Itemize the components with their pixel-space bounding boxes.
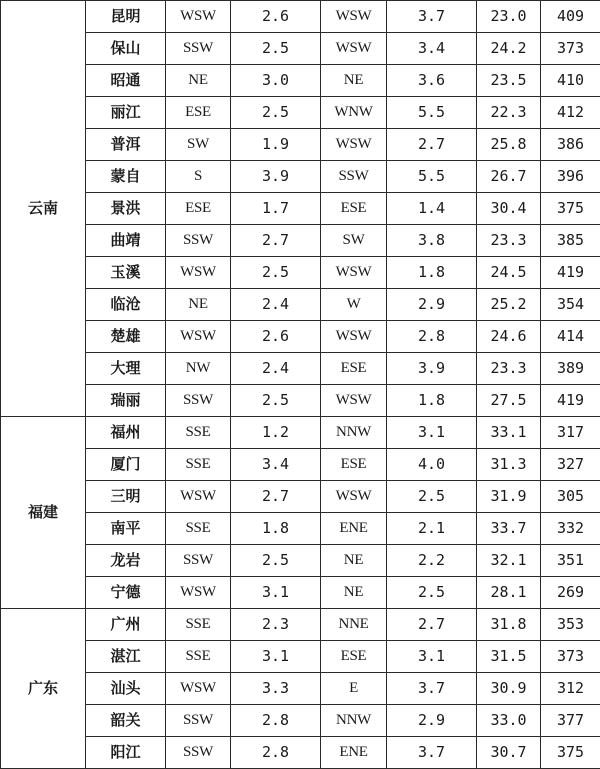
wind-speed-1: 1.2 [231, 417, 321, 449]
value-cell: 373 [541, 33, 600, 65]
wind-direction-1: WSW [166, 257, 231, 289]
wind-direction-1: SSW [166, 545, 231, 577]
city-name: 玉溪 [86, 257, 166, 289]
wind-speed-1: 3.1 [231, 577, 321, 609]
wind-speed-2: 3.7 [387, 1, 477, 33]
table-row [1, 129, 600, 161]
wind-speed-2: 2.9 [387, 289, 477, 321]
city-name: 临沧 [86, 289, 166, 321]
value-cell: 332 [541, 513, 600, 545]
wind-speed-1: 1.8 [231, 513, 321, 545]
wind-direction-1: WSW [166, 1, 231, 33]
temperature-value: 24.5 [477, 257, 541, 289]
wind-direction-1: SSE [166, 417, 231, 449]
wind-speed-1: 3.9 [231, 161, 321, 193]
wind-direction-2: SSW [321, 161, 387, 193]
wind-speed-2: 3.8 [387, 225, 477, 257]
city-name: 昭通 [86, 65, 166, 97]
table-row [1, 289, 600, 321]
wind-speed-2: 3.1 [387, 417, 477, 449]
wind-direction-1: ESE [166, 97, 231, 129]
temperature-value: 31.9 [477, 481, 541, 513]
temperature-value: 31.3 [477, 449, 541, 481]
value-cell: 377 [541, 705, 600, 737]
wind-direction-2: WSW [321, 481, 387, 513]
table-row [1, 673, 600, 705]
city-name: 宁德 [86, 577, 166, 609]
value-cell: 414 [541, 321, 600, 353]
table-row [1, 353, 600, 385]
wind-direction-2: WSW [321, 321, 387, 353]
temperature-value: 23.0 [477, 1, 541, 33]
table-row [1, 513, 600, 545]
value-cell: 375 [541, 737, 600, 769]
wind-direction-1: SSW [166, 385, 231, 417]
wind-speed-2: 3.1 [387, 641, 477, 673]
wind-speed-1: 3.4 [231, 449, 321, 481]
wind-speed-2: 5.5 [387, 97, 477, 129]
value-cell: 269 [541, 577, 600, 609]
wind-speed-1: 2.4 [231, 353, 321, 385]
wind-speed-2: 3.7 [387, 673, 477, 705]
wind-direction-1: SSW [166, 225, 231, 257]
wind-speed-1: 2.3 [231, 609, 321, 641]
wind-direction-1: NW [166, 353, 231, 385]
city-name: 湛江 [86, 641, 166, 673]
wind-direction-2: NNW [321, 417, 387, 449]
temperature-value: 23.3 [477, 225, 541, 257]
wind-speed-2: 1.4 [387, 193, 477, 225]
wind-direction-1: WSW [166, 321, 231, 353]
table-row [1, 609, 600, 641]
wind-direction-1: SSW [166, 33, 231, 65]
wind-direction-1: SSE [166, 609, 231, 641]
temperature-value: 32.1 [477, 545, 541, 577]
value-cell: 317 [541, 417, 600, 449]
table-row [1, 449, 600, 481]
wind-direction-1: WSW [166, 481, 231, 513]
wind-speed-1: 2.6 [231, 1, 321, 33]
wind-speed-2: 2.5 [387, 481, 477, 513]
value-cell: 409 [541, 1, 600, 33]
wind-direction-2: ESE [321, 641, 387, 673]
temperature-value: 27.5 [477, 385, 541, 417]
table-row [1, 225, 600, 257]
table-row [1, 257, 600, 289]
wind-speed-1: 2.5 [231, 33, 321, 65]
wind-speed-2: 2.2 [387, 545, 477, 577]
wind-direction-2: ENE [321, 513, 387, 545]
city-name: 汕头 [86, 673, 166, 705]
temperature-value: 30.4 [477, 193, 541, 225]
wind-speed-1: 3.1 [231, 641, 321, 673]
wind-direction-1: WSW [166, 577, 231, 609]
wind-direction-2: WSW [321, 257, 387, 289]
temperature-value: 30.9 [477, 673, 541, 705]
wind-speed-1: 2.5 [231, 97, 321, 129]
province-name: 云南 [1, 1, 86, 417]
wind-speed-2: 3.4 [387, 33, 477, 65]
city-name: 大理 [86, 353, 166, 385]
wind-direction-2: NE [321, 545, 387, 577]
wind-speed-1: 2.7 [231, 481, 321, 513]
wind-direction-1: SW [166, 129, 231, 161]
city-name: 昆明 [86, 1, 166, 33]
table-row [1, 65, 600, 97]
wind-speed-2: 4.0 [387, 449, 477, 481]
table-row [1, 577, 600, 609]
table-row [1, 1, 600, 33]
wind-speed-1: 1.9 [231, 129, 321, 161]
wind-direction-1: SSW [166, 705, 231, 737]
wind-direction-2: ESE [321, 449, 387, 481]
city-name: 曲靖 [86, 225, 166, 257]
wind-speed-1: 1.7 [231, 193, 321, 225]
wind-speed-1: 2.8 [231, 705, 321, 737]
temperature-value: 33.0 [477, 705, 541, 737]
value-cell: 410 [541, 65, 600, 97]
wind-direction-2: WSW [321, 1, 387, 33]
table-row [1, 161, 600, 193]
wind-direction-1: S [166, 161, 231, 193]
wind-speed-1: 2.6 [231, 321, 321, 353]
temperature-value: 30.7 [477, 737, 541, 769]
wind-speed-2: 2.5 [387, 577, 477, 609]
temperature-value: 23.3 [477, 353, 541, 385]
value-cell: 312 [541, 673, 600, 705]
wind-direction-2: WSW [321, 129, 387, 161]
city-name: 南平 [86, 513, 166, 545]
wind-direction-1: SSE [166, 513, 231, 545]
city-name: 丽江 [86, 97, 166, 129]
temperature-value: 28.1 [477, 577, 541, 609]
wind-speed-2: 3.9 [387, 353, 477, 385]
wind-direction-1: NE [166, 65, 231, 97]
table-row [1, 417, 600, 449]
value-cell: 396 [541, 161, 600, 193]
value-cell: 373 [541, 641, 600, 673]
wind-speed-2: 1.8 [387, 257, 477, 289]
city-name: 厦门 [86, 449, 166, 481]
wind-speed-2: 2.1 [387, 513, 477, 545]
temperature-value: 22.3 [477, 97, 541, 129]
temperature-value: 26.7 [477, 161, 541, 193]
wind-direction-1: ESE [166, 193, 231, 225]
city-name: 保山 [86, 33, 166, 65]
value-cell: 375 [541, 193, 600, 225]
value-cell: 389 [541, 353, 600, 385]
wind-speed-1: 2.5 [231, 385, 321, 417]
wind-speed-1: 3.0 [231, 65, 321, 97]
wind-speed-2: 5.5 [387, 161, 477, 193]
wind-speed-1: 2.8 [231, 737, 321, 769]
wind-speed-2: 2.8 [387, 321, 477, 353]
wind-direction-1: SSE [166, 641, 231, 673]
wind-speed-1: 2.7 [231, 225, 321, 257]
city-name: 韶关 [86, 705, 166, 737]
city-name: 阳江 [86, 737, 166, 769]
wind-direction-2: E [321, 673, 387, 705]
wind-speed-1: 2.4 [231, 289, 321, 321]
wind-direction-2: W [321, 289, 387, 321]
city-name: 楚雄 [86, 321, 166, 353]
table-row [1, 481, 600, 513]
wind-speed-2: 2.7 [387, 609, 477, 641]
temperature-value: 24.6 [477, 321, 541, 353]
temperature-value: 25.2 [477, 289, 541, 321]
wind-direction-2: NE [321, 65, 387, 97]
table-row [1, 193, 600, 225]
value-cell: 305 [541, 481, 600, 513]
table-row [1, 641, 600, 673]
table-row [1, 97, 600, 129]
wind-direction-2: NNW [321, 705, 387, 737]
wind-direction-1: WSW [166, 673, 231, 705]
wind-speed-2: 2.7 [387, 129, 477, 161]
city-name: 福州 [86, 417, 166, 449]
wind-direction-2: ENE [321, 737, 387, 769]
value-cell: 419 [541, 257, 600, 289]
temperature-value: 31.5 [477, 641, 541, 673]
city-name: 三明 [86, 481, 166, 513]
temperature-value: 25.8 [477, 129, 541, 161]
table-row [1, 737, 600, 769]
city-name: 龙岩 [86, 545, 166, 577]
value-cell: 419 [541, 385, 600, 417]
wind-speed-2: 3.7 [387, 737, 477, 769]
wind-speed-1: 2.5 [231, 257, 321, 289]
wind-speed-2: 1.8 [387, 385, 477, 417]
value-cell: 412 [541, 97, 600, 129]
wind-direction-2: SW [321, 225, 387, 257]
table-body [1, 1, 600, 769]
value-cell: 353 [541, 609, 600, 641]
wind-direction-2: WSW [321, 33, 387, 65]
wind-direction-1: NE [166, 289, 231, 321]
table-row [1, 33, 600, 65]
wind-direction-2: WNW [321, 97, 387, 129]
temperature-value: 23.5 [477, 65, 541, 97]
wind-speed-2: 3.6 [387, 65, 477, 97]
temperature-value: 33.7 [477, 513, 541, 545]
wind-direction-2: NNE [321, 609, 387, 641]
wind-direction-2: ESE [321, 193, 387, 225]
wind-speed-2: 2.9 [387, 705, 477, 737]
city-name: 瑞丽 [86, 385, 166, 417]
value-cell: 386 [541, 129, 600, 161]
city-name: 广州 [86, 609, 166, 641]
temperature-value: 33.1 [477, 417, 541, 449]
wind-direction-2: ESE [321, 353, 387, 385]
city-name: 景洪 [86, 193, 166, 225]
value-cell: 385 [541, 225, 600, 257]
province-name: 福建 [1, 417, 86, 609]
wind-direction-2: NE [321, 577, 387, 609]
province-name: 广东 [1, 609, 86, 769]
city-name: 普洱 [86, 129, 166, 161]
temperature-value: 24.2 [477, 33, 541, 65]
wind-direction-2: WSW [321, 385, 387, 417]
table-row [1, 385, 600, 417]
value-cell: 351 [541, 545, 600, 577]
wind-direction-1: SSE [166, 449, 231, 481]
table-row [1, 321, 600, 353]
wind-direction-1: SSW [166, 737, 231, 769]
city-name: 蒙自 [86, 161, 166, 193]
value-cell: 354 [541, 289, 600, 321]
value-cell: 327 [541, 449, 600, 481]
table-row [1, 545, 600, 577]
wind-speed-1: 2.5 [231, 545, 321, 577]
table-row [1, 705, 600, 737]
temperature-value: 31.8 [477, 609, 541, 641]
wind-speed-1: 3.3 [231, 673, 321, 705]
